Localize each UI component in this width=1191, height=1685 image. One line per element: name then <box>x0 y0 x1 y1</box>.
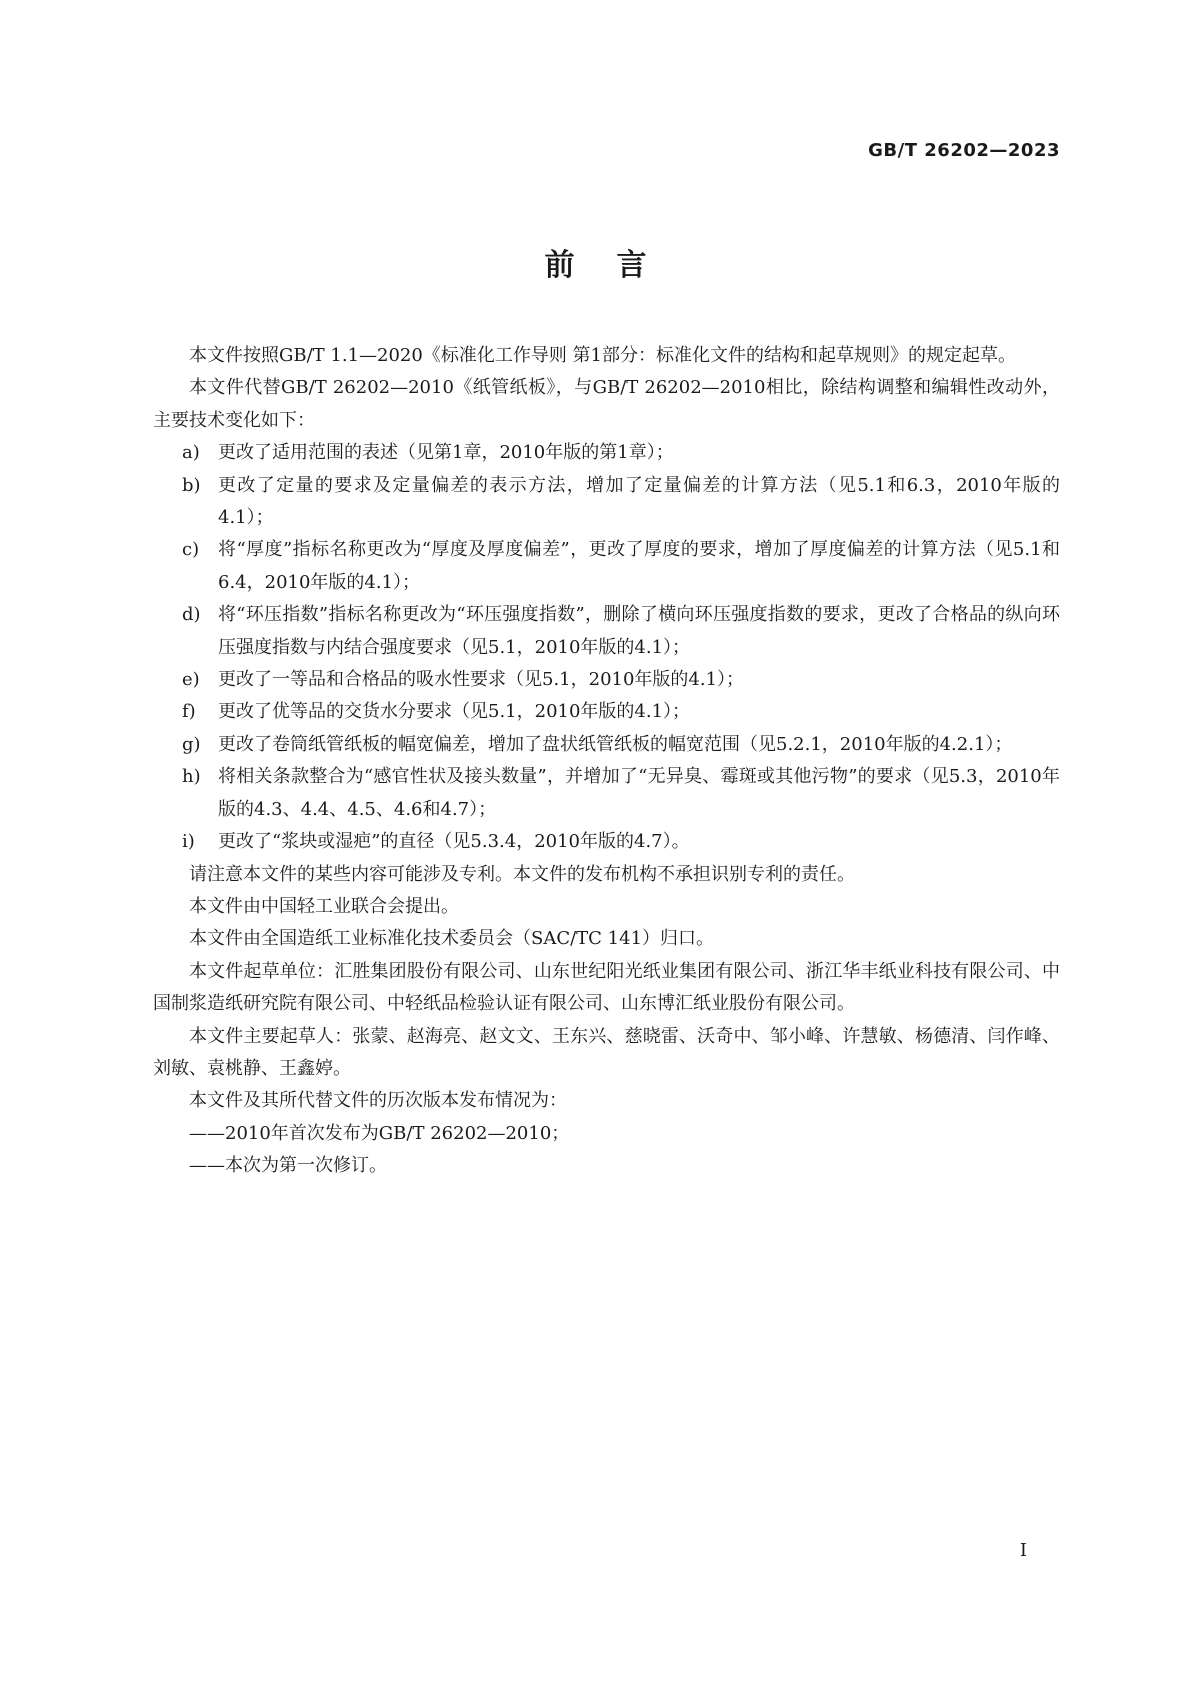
paragraph: 本文件及其所代替文件的历次版本发布情况为： <box>189 1090 567 1112</box>
list-marker: e) <box>182 669 200 691</box>
list-item-text: 将“厚度”指标名称更改为“厚度及厚度偏差”，更改了厚度的要求，增加了厚度偏差的计算方法（见5.1和6.4，2010年版的4.1）； <box>218 539 1060 593</box>
list-item <box>153 826 1060 858</box>
list-item <box>153 437 1060 469</box>
paragraph: 本文件由全国造纸工业标准化技术委员会（SAC/TC 141）归口。 <box>189 928 715 950</box>
list-marker: f) <box>182 701 196 723</box>
list-marker: h) <box>182 766 201 788</box>
paragraph: 本文件按照GB/T 1.1—2020《标准化工作导则 第1部分：标准化文件的结构和起草规则》的规定起草。 <box>189 345 1017 366</box>
list-item <box>153 664 1060 696</box>
list-marker: g) <box>182 733 201 755</box>
list-marker: c) <box>182 539 200 561</box>
list-marker: i) <box>182 831 195 853</box>
paragraph: 本文件代替GB/T 26202—2010《纸管纸板》，与GB/T 26202—2010相比，除结构调整和编辑性改动外，主要技术变化如下： <box>153 377 1060 431</box>
paragraph: 请注意本文件的某些内容可能涉及专利。本文件的发布机构不承担识别专利的责任。 <box>189 863 855 885</box>
list-item <box>153 599 1060 664</box>
list-marker: d) <box>182 604 201 626</box>
list-item-text: 更改了卷筒纸管纸板的幅宽偏差，增加了盘状纸管纸板的幅宽范围（见5.2.1，2010年版的4.2.1）； <box>218 733 1013 755</box>
history-item: ——本次为第一次修订。 <box>189 1155 387 1177</box>
list-item-text: 更改了适用范围的表述（见第1章，2010年版的第1章）； <box>218 442 674 464</box>
history-item: ——2010年首次发布为GB/T 26202—2010； <box>189 1122 570 1144</box>
list-item <box>153 761 1060 826</box>
list-marker: b) <box>182 474 201 496</box>
list-item-text: 更改了一等品和合格品的吸水性要求（见5.1，2010年版的4.1）； <box>218 669 745 691</box>
list-item <box>153 729 1060 761</box>
list-item-text: 更改了定量的要求及定量偏差的表示方法，增加了定量偏差的计算方法（见5.1和6.3，2010年版的4.1）； <box>218 474 1060 529</box>
paragraph: 本文件起草单位：汇胜集团股份有限公司、山东世纪阳光纸业集团有限公司、浙江华丰纸业科技有限公司、中国制浆造纸研究院有限公司、中轻纸品检验认证有限公司、山东博汇纸业股份有限公司。 <box>153 960 1060 1015</box>
list-item <box>153 470 1060 535</box>
list-marker: a) <box>182 442 200 464</box>
page-number: I <box>1019 1540 1027 1561</box>
document-body <box>153 340 1060 1183</box>
list-item-text: 更改了优等品的交货水分要求（见5.1，2010年版的4.1）； <box>218 701 691 723</box>
paragraph: 本文件由中国轻工业联合会提出。 <box>189 895 459 917</box>
list-item-text: 将相关条款整合为“感官性状及接头数量”，并增加了“无异臭、霉斑或其他污物”的要求（见5.3，2010年版的4.3、4.4、4.5、4.6和4.7）； <box>218 766 1060 820</box>
list-item-text: 将“环压指数”指标名称更改为“环压强度指数”，删除了横向环压强度指数的要求，更改了合格品的纵向环压强度指数与内结合强度要求（见5.1，2010年版的4.1）； <box>218 604 1060 658</box>
list-item <box>153 696 1060 728</box>
list-item <box>153 534 1060 599</box>
paragraph: 本文件主要起草人：张蒙、赵海亮、赵文文、王东兴、慈晓雷、沃奇中、邹小峰、许慧敏、杨德清、闫作峰、刘敏、袁桃静、王鑫婷。 <box>153 1025 1060 1079</box>
page-title: 前言 <box>544 248 689 283</box>
list-item-text: 更改了“浆块或湿疤”的直径（见5.3.4，2010年版的4.7）。 <box>218 831 690 853</box>
standard-number: GB/T 26202—2023 <box>868 140 1060 161</box>
